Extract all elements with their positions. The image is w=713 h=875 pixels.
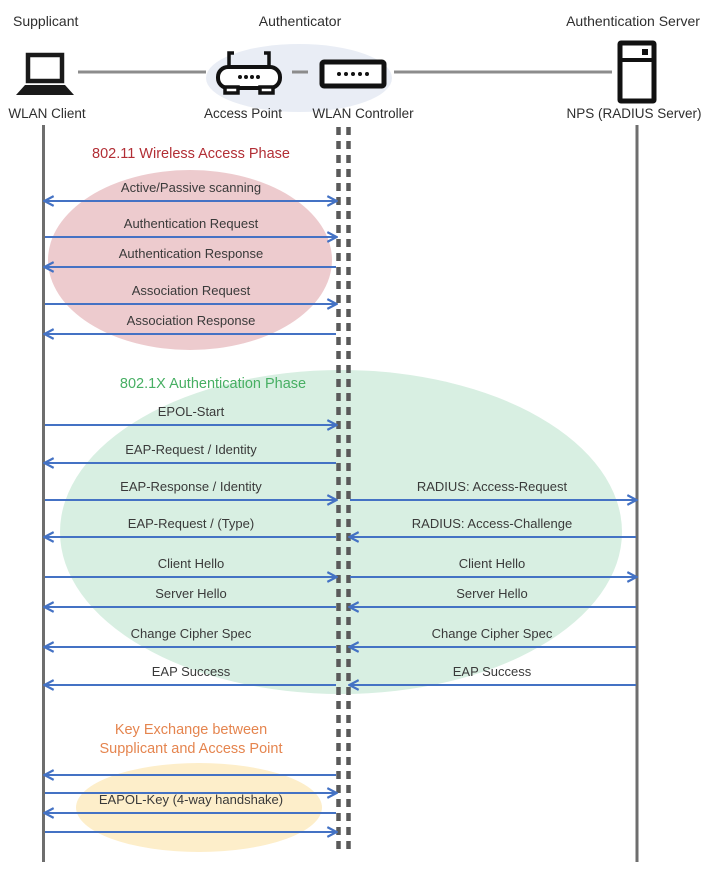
phase2-label: 802.1X Authentication Phase bbox=[119, 376, 307, 392]
message-label: EAP Success bbox=[151, 664, 231, 679]
message-label: EAP-Request / Identity bbox=[125, 442, 257, 457]
message-label: Change Cipher Spec bbox=[130, 626, 252, 641]
message-label: Active/Passive scanning bbox=[120, 180, 262, 195]
phase3-label bbox=[100, 721, 283, 759]
caption-nps-radius-server: NPS (RADIUS Server) bbox=[566, 106, 702, 121]
message-label: Client Hello bbox=[157, 556, 225, 571]
message-label: Association Response bbox=[126, 313, 256, 328]
role-title-authenticator: Authenticator bbox=[258, 13, 342, 29]
message-label: EAPOL-Key (4-way handshake) bbox=[98, 792, 284, 807]
message-label: Server Hello bbox=[456, 586, 528, 601]
message-label: RADIUS: Access-Challenge bbox=[411, 516, 573, 531]
message-label: Server Hello bbox=[155, 586, 227, 601]
phase3-ellipse bbox=[76, 763, 322, 852]
message-label: Authentication Request bbox=[123, 216, 259, 231]
role-title-supplicant: Supplicant bbox=[13, 13, 79, 29]
message-label: Authentication Response bbox=[118, 246, 264, 261]
access-point-icon bbox=[212, 47, 286, 97]
message-label: Change Cipher Spec bbox=[431, 626, 553, 641]
phase2-ellipse bbox=[60, 370, 622, 694]
message-label: EAP-Response / Identity bbox=[120, 479, 262, 494]
phase3-label-line1: Key Exchange between bbox=[114, 722, 268, 738]
role-title-authentication-server: Authentication Server bbox=[566, 13, 700, 29]
wlan-controller-icon bbox=[318, 58, 388, 90]
laptop-icon bbox=[12, 52, 78, 98]
phase1-label: 802.11 Wireless Access Phase bbox=[92, 146, 290, 162]
tower-server-icon bbox=[617, 40, 659, 104]
message-label: EPOL-Start bbox=[157, 404, 225, 419]
message-label: RADIUS: Access-Request bbox=[416, 479, 568, 494]
caption-wlan-client: WLAN Client bbox=[8, 106, 86, 121]
message-label: Association Request bbox=[131, 283, 251, 298]
phase3-label-line2: Supplicant and Access Point bbox=[99, 741, 283, 757]
message-label: EAP-Request / (Type) bbox=[127, 516, 255, 531]
caption-wlan-controller: WLAN Controller bbox=[312, 106, 414, 121]
message-label: Client Hello bbox=[458, 556, 526, 571]
caption-access-point: Access Point bbox=[203, 106, 283, 121]
message-label: EAP Success bbox=[452, 664, 532, 679]
